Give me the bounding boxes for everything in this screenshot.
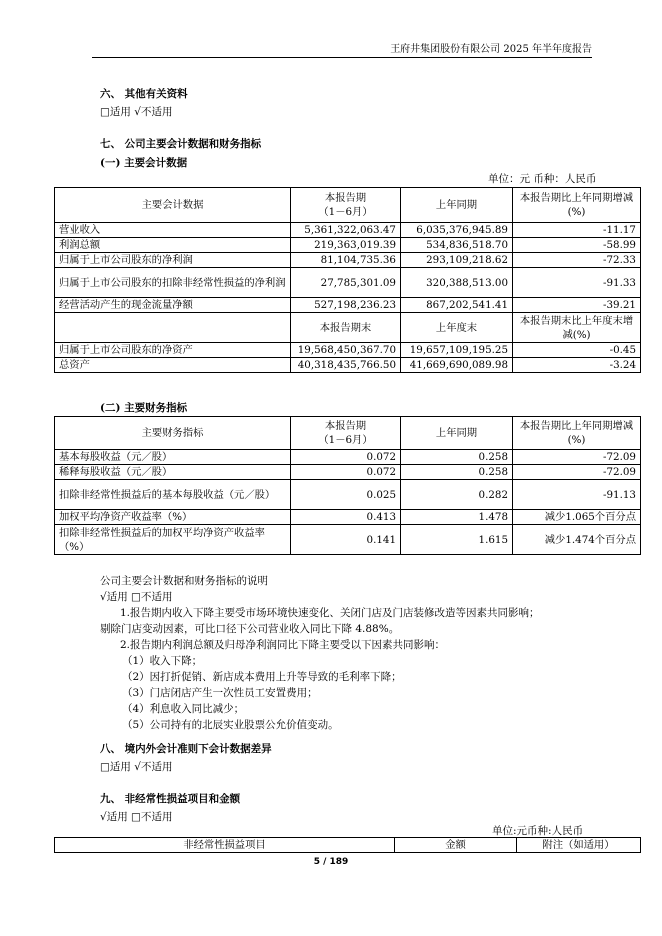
row-change: -91.33 <box>513 268 641 298</box>
table-row <box>55 298 641 313</box>
table2-header-item: 主要财务指标 <box>55 417 291 450</box>
row-label: 总资产 <box>55 358 291 373</box>
table-row <box>55 510 641 525</box>
row-previous: 320,388,513.00 <box>401 268 513 298</box>
table1-unit: 单位：元 币种：人民币 <box>488 173 597 185</box>
non-recurring-table <box>54 837 641 853</box>
table1-subheader-previous: 上年度末 <box>401 313 513 343</box>
row-change: -72.09 <box>513 450 641 465</box>
table1-header-row <box>55 188 641 223</box>
row-label: 经营活动产生的现金流量净额 <box>55 298 291 313</box>
list-item: （3）门店闭店产生一次性员工安置费用； <box>122 687 318 699</box>
row-change: 减少1.065个百分点 <box>513 510 641 525</box>
financial-indicator-table <box>54 416 641 555</box>
table2-title: (二) 主要财务指标 <box>100 402 188 414</box>
table1-subheader-row <box>55 313 641 343</box>
section6-applicability: □适用 √不适用 <box>100 106 173 118</box>
row-previous: 0.282 <box>401 480 513 510</box>
row-current: 19,568,450,367.70 <box>291 343 401 358</box>
row-previous: 41,669,690,089.98 <box>401 358 513 373</box>
table1-header-previous: 上年同期 <box>401 188 513 223</box>
page-number: 5 / 189 <box>313 857 349 867</box>
table1-header-current: 本报告期 （1－6月） <box>291 188 401 223</box>
section9-header-item: 非经常性损益项目 <box>55 838 395 853</box>
table2-header-row <box>55 417 641 450</box>
section8-applicability: □适用 √不适用 <box>100 761 173 773</box>
row-change: -39.21 <box>513 298 641 313</box>
table-row <box>55 268 641 298</box>
row-change: -91.13 <box>513 480 641 510</box>
table-row <box>55 343 641 358</box>
section9-header-amount: 金额 <box>395 838 517 853</box>
row-change: -72.09 <box>513 465 641 480</box>
row-change: 减少1.474个百分点 <box>513 525 641 555</box>
row-change: -0.45 <box>513 343 641 358</box>
table-row <box>55 358 641 373</box>
table-row <box>55 238 641 253</box>
section9-header-note: 附注（如适用） <box>517 838 641 853</box>
row-label: 稀释每股收益（元／股） <box>55 465 291 480</box>
table2-header-change: 本报告期比上年同期增减(%) <box>513 417 641 450</box>
list-item: （2）因打折促销、新店成本费用上升等导致的毛利率下降； <box>122 671 402 683</box>
row-change: -11.17 <box>513 223 641 238</box>
table-row <box>55 450 641 465</box>
row-current: 527,198,236.23 <box>291 298 401 313</box>
row-label: 基本每股收益（元／股） <box>55 450 291 465</box>
section9-title: 九、 非经常性损益项目和金额 <box>100 793 241 805</box>
row-label: 扣除非经常性损益后的加权平均净资产收益率（%） <box>55 525 291 555</box>
table-row <box>55 223 641 238</box>
list-item: （4）利息收入同比减少； <box>122 703 245 715</box>
row-current: 40,318,435,766.50 <box>291 358 401 373</box>
table-row <box>55 480 641 510</box>
row-current: 0.072 <box>291 465 401 480</box>
table1-subheader-current: 本报告期末 <box>291 313 401 343</box>
row-current: 0.413 <box>291 510 401 525</box>
row-label: 归属于上市公司股东的净利润 <box>55 253 291 268</box>
table2-header-previous: 上年同期 <box>401 417 513 450</box>
row-label: 加权平均净资产收益率（%） <box>55 510 291 525</box>
row-current: 5,361,322,063.47 <box>291 223 401 238</box>
table1-subheader-change: 本报告期末比上年度末增减(%) <box>513 313 641 343</box>
main-accounting-table <box>54 187 641 373</box>
row-current: 27,785,301.09 <box>291 268 401 298</box>
list-item: （1）收入下降； <box>122 655 203 667</box>
section9-applicability: √适用 □不适用 <box>100 811 173 823</box>
table2-header-current: 本报告期 （1－6月） <box>291 417 401 450</box>
row-previous: 19,657,109,195.25 <box>401 343 513 358</box>
row-current: 219,363,019.39 <box>291 238 401 253</box>
section9-unit: 单位:元币种:人民币 <box>492 825 584 837</box>
row-current: 0.141 <box>291 525 401 555</box>
row-label: 营业收入 <box>55 223 291 238</box>
table1-header-change: 本报告期比上年同期增减(%) <box>513 188 641 223</box>
row-previous: 0.258 <box>401 450 513 465</box>
row-label: 利润总额 <box>55 238 291 253</box>
row-previous: 867,202,541.41 <box>401 298 513 313</box>
explanation-title: 公司主要会计数据和财务指标的说明 <box>100 575 268 587</box>
row-change: -58.99 <box>513 238 641 253</box>
row-previous: 6,035,376,945.89 <box>401 223 513 238</box>
page-header: 王府井集团股份有限公司 2025 年半年度报告 <box>390 44 592 55</box>
row-label: 归属于上市公司股东的扣除非经常性损益的净利润 <box>55 268 291 298</box>
section8-title: 八、 境内外会计准则下会计数据差异 <box>100 743 272 755</box>
row-label: 扣除非经常性损益后的基本每股收益（元／股） <box>55 480 291 510</box>
section7-subtitle: (一) 主要会计数据 <box>100 157 188 169</box>
section6-title: 六、 其他有关资料 <box>100 88 188 100</box>
explanation-applicability: √适用 □不适用 <box>100 591 173 603</box>
list-item: （5）公司持有的北辰实业股票公允价值变动。 <box>122 719 339 731</box>
row-current: 0.025 <box>291 480 401 510</box>
explanation-paragraph: 2.报告期内利润总额及归母净利润同比下降主要受以下因素共同影响： <box>120 639 446 651</box>
table1-header-item: 主要会计数据 <box>55 188 291 223</box>
row-current: 0.072 <box>291 450 401 465</box>
empty-cell <box>55 313 291 343</box>
table-row <box>55 525 641 555</box>
header-rule <box>92 57 592 58</box>
row-change: -3.24 <box>513 358 641 373</box>
row-previous: 534,836,518.70 <box>401 238 513 253</box>
row-label: 归属于上市公司股东的净资产 <box>55 343 291 358</box>
section7-title: 七、 公司主要会计数据和财务指标 <box>100 138 262 150</box>
explanation-paragraph: 剔除门店变动因素，可比口径下公司营业收入同比下降 4.88%。 <box>100 623 400 635</box>
section9-header-row <box>55 838 641 853</box>
table-row <box>55 253 641 268</box>
table-row <box>55 465 641 480</box>
row-previous: 1.615 <box>401 525 513 555</box>
row-previous: 0.258 <box>401 465 513 480</box>
explanation-paragraph: 1.报告期内收入下降主要受市场环境快速变化、关闭门店及门店装修改造等因素共同影响； <box>120 607 540 619</box>
row-current: 81,104,735.36 <box>291 253 401 268</box>
row-change: -72.33 <box>513 253 641 268</box>
row-previous: 293,109,218.62 <box>401 253 513 268</box>
row-previous: 1.478 <box>401 510 513 525</box>
